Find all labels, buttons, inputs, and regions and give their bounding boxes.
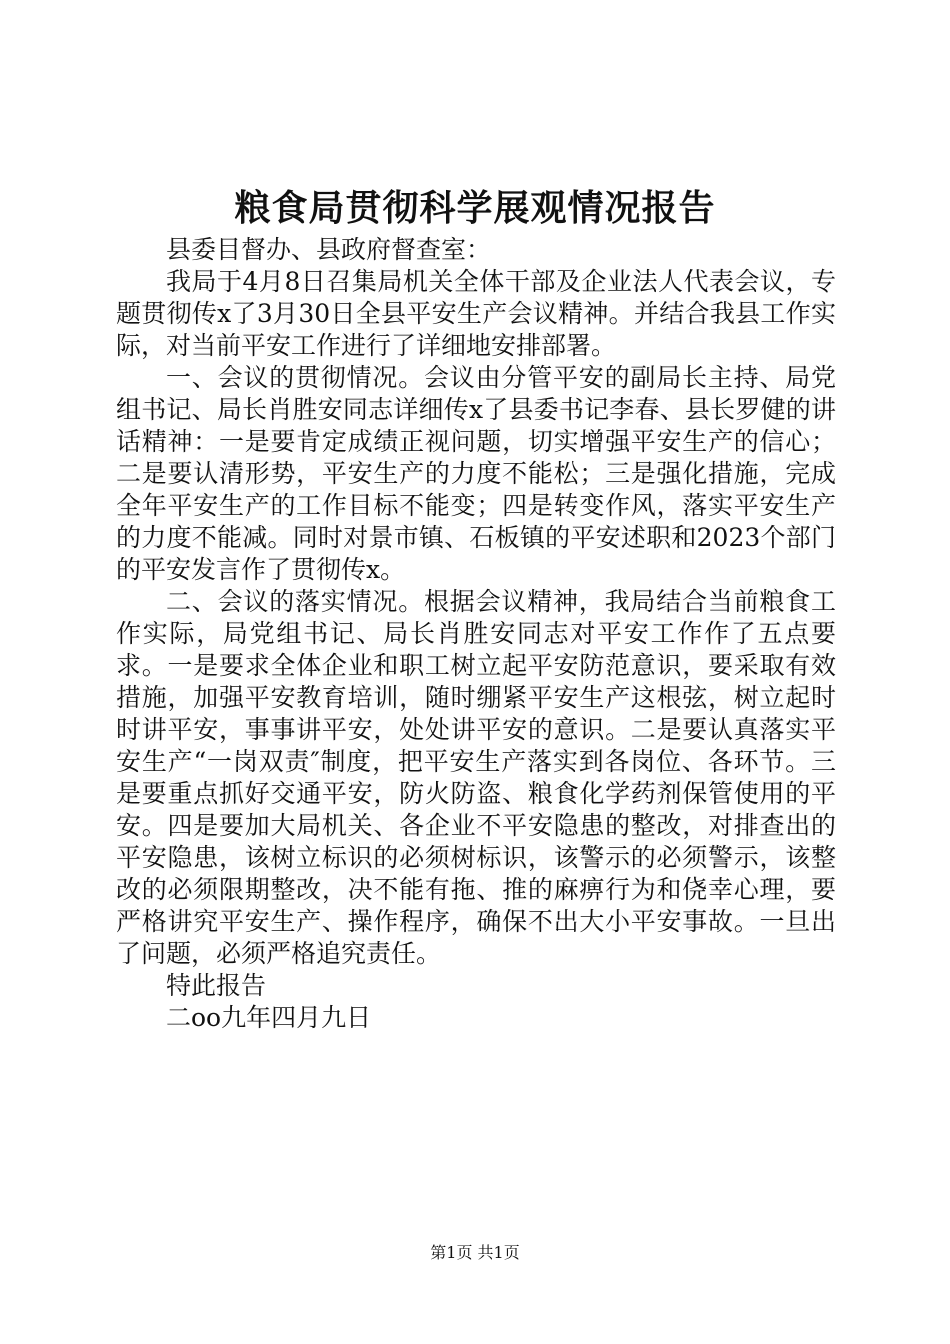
paragraph-section-two: 二、会议的落实情况。根据会议精神，我局结合当前粮食工作实际，局党组书记、局长肖胜安同志对平安工作作了五点要求。一是要求全体企业和职工树立起平安防范意识，要采取有效措施，加强平安教育培训，随时绷紧平安生产这根弦，树立起时时讲平安，事事讲平安，处处讲平安的意识。二是要认真落实平安生产“一岗双责″制度，把平安生产落实到各岗位、各环节。三是要重点抓好交通平安，防火防盗、粮食化学药剂保管使用的平安。四是要加大局机关、各企业不平安隐患的整改，对排查出的平安隐患，该树立标识的必须树标识，该警示的必须警示，该整改的必须限期整改，决不能有拖、推的麻痹行为和侥幸心理，要严格讲究平安生产、操作程序，确保不出大小平安事故。一旦出了问题，必须严格追究责任。 (116, 587, 836, 968)
page-footer: 第1页 共1页 (430, 1243, 520, 1262)
document-title: 粮食局贯彻科学展观情况报告 (234, 187, 716, 229)
document-body (116, 234, 836, 1034)
salutation: 县委目督办、县政府督查室： (166, 235, 492, 264)
closing-line: 特此报告 (166, 971, 267, 1000)
document-date: 二oo九年四月九日 (166, 1003, 372, 1032)
paragraph-section-one: 一、会议的贯彻情况。会议由分管平安的副局长主持、局党组书记、局长肖胜安同志详细传x了县委书记李春、县长罗健的讲话精神：一是要肯定成绩正视问题，切实增强平安生产的信心；二是要认清形势，平安生产的力度不能松；三是强化措施，完成全年平安生产的工作目标不能变；四是转变作风，落实平安生产的力度不能减。同时对景市镇、石板镇的平安述职和2023个部门的平安发言作了贯彻传x。 (116, 363, 836, 584)
paragraph-intro: 我局于4月8日召集局机关全体干部及企业法人代表会议，专题贯彻传x了3月30日全县平安生产会议精神。并结合我县工作实际，对当前平安工作进行了详细地安排部署。 (116, 267, 836, 360)
